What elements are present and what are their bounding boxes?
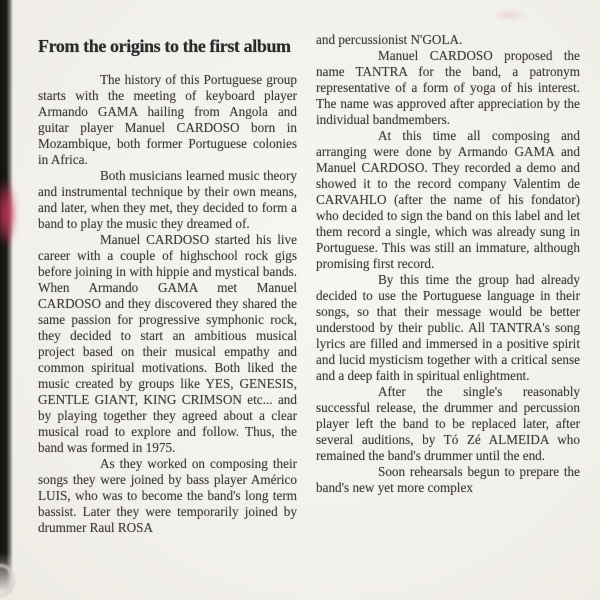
paragraph-cardoso-career: Manuel CARDOSO started his live career with a couple of highschool rock gigs before joining in with hippie and mystical bands. When Armando GAMA met Manuel CARDOSO and they discovered they shared the same passion for progressive symphonic rock, they decided to start an ambitious musical project based on their musical empathy and common spiritual motivations. Both liked the music created by groups like YES, GENESIS, GENTLE GIANT, KING CRIMSON etc... and by playing together they agreed about a clear musical road to explore and follow. Thus, the band was formed in 1975. (38, 232, 297, 455)
top-right-smudge (492, 10, 526, 20)
paragraph-history: The history of this Portuguese group starts with the meeting of keyboard player Armando GAMA hailing from Angola and guitar player Manuel CARDOSO born in Mozambique, both former Portuguese colonies in Africa. (38, 72, 297, 167)
spine-red-smudge (0, 178, 17, 248)
paragraph-musicians: Both musicians learned music theory and instrumental technique by their own means, and later, when they met, they decided to form a band to play the music they dreamed of. (38, 168, 297, 231)
paragraph-continuation: and percussionist N'GOLA. (316, 32, 463, 47)
right-column (316, 32, 580, 536)
left-column (38, 32, 297, 536)
paragraph-composing: As they worked on composing their songs they were joined by bass player Américo LUIS, who was to become the band's long term bassist. Later they were temporarily joined by drummer Raul ROSA (38, 456, 297, 535)
paragraph-record-company: At this time all composing and arranging were done by Armando GAMA and Manuel CARDOSO. They recorded a demo and showed it to the record company Valentim de CARVAHLO (after the name of his fondator) who decided to sign the band on this label and let them record a single, which was already sung in Portuguese. This was still an immature, although promising first record. (316, 128, 580, 271)
paragraph-drummer-change: After the single's reasonably successful release, the drummer and percussion player left the band to be replaced later, after several auditions, by Tó Zé ALMEIDA who remained the band's drummer until the end. (316, 384, 580, 463)
paragraph-rehearsals: Soon rehearsals begun to prepare the band's new yet more complex (316, 464, 580, 495)
section-title: From the origins to the first album (38, 36, 291, 56)
paragraph-lyrics: By this time the group had already decided to use the Portuguese language in their songs, so that their message would be better understood by their public. All TANTRA's song lyrics are filled and immersed in a positive spirit and lucid mysticism together with a critical sense and a deep faith in spiritual enlightment. (316, 272, 580, 383)
paragraph-band-name: Manuel CARDOSO proposed the name TANTRA for the band, a patronym representative of a form of yoga of his interest. The name was approved after appreciation by the individual bandmembers. (316, 48, 580, 127)
spine-shadow (0, 0, 13, 594)
page-content (38, 32, 580, 536)
